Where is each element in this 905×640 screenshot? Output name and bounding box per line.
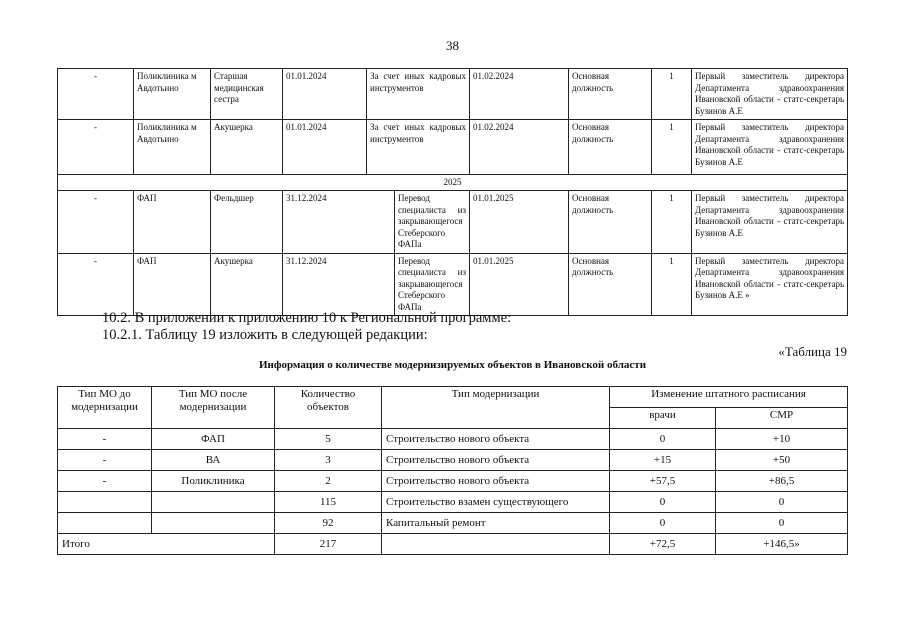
cell-type-after <box>152 492 275 513</box>
cell-count: 5 <box>275 429 382 450</box>
table-row <box>58 450 848 471</box>
staffing-table <box>57 68 848 316</box>
table-row <box>58 429 848 450</box>
paragraph-10-2-1: 10.2.1. Таблицу 19 изложить в следующей редакции: <box>102 327 428 343</box>
row-number: - <box>58 69 134 120</box>
position: Фельдшер <box>211 191 283 254</box>
cell-doctors: +15 <box>610 450 716 471</box>
year-row <box>58 175 848 191</box>
header-smr: СМР <box>716 408 848 429</box>
page-number: 38 <box>446 38 459 53</box>
header-type-before: Тип МО до модернизации <box>58 387 152 429</box>
position: Акушерка <box>211 253 283 316</box>
cell-type-after: Поликлиника <box>152 471 275 492</box>
cell-doctors: 0 <box>610 429 716 450</box>
cell-doctors: 0 <box>610 492 716 513</box>
table-caption: Информация о количестве модернизируемых объектов в Ивановской области <box>258 359 647 371</box>
cell-count: 3 <box>275 450 382 471</box>
paragraph-10-2: 10.2. В приложении к приложению 10 к Региональной программе: <box>102 310 512 326</box>
post-type: Основная должность <box>569 120 652 175</box>
total-doctors: +72,5 <box>610 534 716 555</box>
header-staff-change: Изменение штатного расписания <box>610 387 848 408</box>
cell-smr: 0 <box>716 513 848 534</box>
cell-modernization-type: Строительство взамен существующего <box>382 492 610 513</box>
date-2: 01.02.2024 <box>470 120 569 175</box>
date: 31.12.2024 <box>283 253 395 316</box>
post-type: Основная должность <box>569 191 652 254</box>
date-2: 01.01.2025 <box>470 253 569 316</box>
count: 1 <box>652 253 692 316</box>
cell-type-after <box>152 513 275 534</box>
funding-source: За счет иных кадровых инструментов <box>367 69 470 120</box>
count: 1 <box>652 191 692 254</box>
responsible: Первый заместитель директора Департамента здравоохранения Ивановской области - статс-секретарь Бузинов А.Е <box>692 69 848 120</box>
post-type: Основная должность <box>569 69 652 120</box>
row-number: - <box>58 253 134 316</box>
header-row <box>58 387 848 408</box>
cell-type-before: - <box>58 429 152 450</box>
row-number: - <box>58 191 134 254</box>
cell-count: 2 <box>275 471 382 492</box>
total-label: Итого <box>58 534 275 555</box>
cell-type-before: - <box>58 471 152 492</box>
total-modernization-type <box>382 534 610 555</box>
responsible: Первый заместитель директора Департамента здравоохранения Ивановской области - статс-секретарь Бузинов А.Е <box>692 120 848 175</box>
cell-type-before <box>58 513 152 534</box>
cell-type-before: - <box>58 450 152 471</box>
funding-source: Перевод специалиста из закрывающегося Стеберского ФАПа <box>395 191 470 254</box>
cell-modernization-type: Строительство нового объекта <box>382 471 610 492</box>
header-doctors: врачи <box>610 408 716 429</box>
row-number: - <box>58 120 134 175</box>
date-2: 01.01.2025 <box>470 191 569 254</box>
date: 31.12.2024 <box>283 191 395 254</box>
post-type: Основная должность <box>569 253 652 316</box>
cell-smr: +50 <box>716 450 848 471</box>
staffing-row <box>58 69 848 120</box>
date-2: 01.02.2024 <box>470 69 569 120</box>
staffing-row <box>58 120 848 175</box>
cell-smr: +86,5 <box>716 471 848 492</box>
header-modernization-type: Тип модернизации <box>382 387 610 429</box>
cell-count: 115 <box>275 492 382 513</box>
funding-source: За счет иных кадровых инструментов <box>367 120 470 175</box>
total-row <box>58 534 848 555</box>
count: 1 <box>652 69 692 120</box>
institution: Поликлиника м Авдотьино <box>134 120 211 175</box>
header-type-after: Тип МО после модернизации <box>152 387 275 429</box>
cell-modernization-type: Капитальный ремонт <box>382 513 610 534</box>
table-number-note: «Таблица 19 <box>778 344 847 359</box>
total-count: 217 <box>275 534 382 555</box>
position: Старшая медицинская сестра <box>211 69 283 120</box>
count: 1 <box>652 120 692 175</box>
cell-smr: 0 <box>716 492 848 513</box>
staffing-row <box>58 191 848 254</box>
date: 01.01.2024 <box>283 69 367 120</box>
staffing-row <box>58 253 848 316</box>
funding-source: Перевод специалиста из закрывающегося Стеберского ФАПа <box>395 253 470 316</box>
cell-doctors: +57,5 <box>610 471 716 492</box>
cell-smr: +10 <box>716 429 848 450</box>
institution: ФАП <box>134 191 211 254</box>
responsible: Первый заместитель директора Департамента здравоохранения Ивановской области - статс-секретарь Бузинов А.Е » <box>692 253 848 316</box>
header-count: Количество объектов <box>275 387 382 429</box>
cell-doctors: 0 <box>610 513 716 534</box>
institution: ФАП <box>134 253 211 316</box>
cell-type-after: ФАП <box>152 429 275 450</box>
responsible: Первый заместитель директора Департамента здравоохранения Ивановской области - статс-секретарь Бузинов А.Е <box>692 191 848 254</box>
year-label: 2025 <box>58 175 848 191</box>
institution: Поликлиника м Авдотьино <box>134 69 211 120</box>
position: Акушерка <box>211 120 283 175</box>
cell-modernization-type: Строительство нового объекта <box>382 429 610 450</box>
total-smr: +146,5» <box>716 534 848 555</box>
table-row <box>58 492 848 513</box>
cell-modernization-type: Строительство нового объекта <box>382 450 610 471</box>
modernization-table <box>57 386 848 555</box>
table-row <box>58 513 848 534</box>
date: 01.01.2024 <box>283 120 367 175</box>
cell-type-after: ВА <box>152 450 275 471</box>
cell-type-before <box>58 492 152 513</box>
cell-count: 92 <box>275 513 382 534</box>
table-row <box>58 471 848 492</box>
